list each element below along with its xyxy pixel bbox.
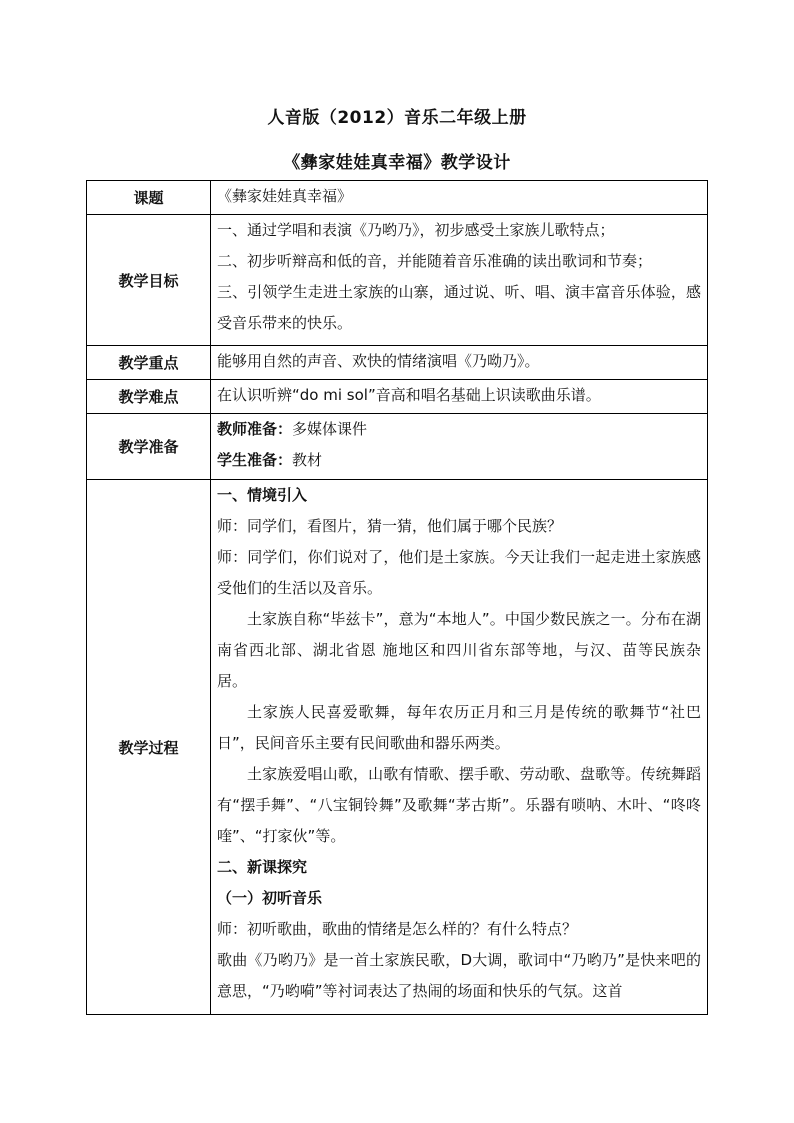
section-heading-new-lesson: 二、新课探究 bbox=[217, 858, 308, 876]
table-row-difficulty bbox=[87, 380, 708, 414]
paragraph: 师：同学们，看图片，猜一猜，他们属于哪个民族？ bbox=[217, 517, 563, 535]
process-cell bbox=[211, 480, 708, 1015]
table-row-topic bbox=[87, 181, 708, 215]
teacher-prep bbox=[217, 414, 701, 445]
goal-item-3: 三、引领学生走进土家族的山寨，通过说、听、唱、演丰富音乐体验，感受音乐带来的快乐。 bbox=[217, 283, 701, 332]
document-subtitle: 《彝家娃娃真幸福》教学设计 bbox=[283, 153, 511, 173]
process-label: 教学过程 bbox=[87, 480, 211, 1015]
preparation-cell bbox=[211, 414, 708, 480]
table-row-process bbox=[87, 480, 708, 1015]
paragraph: 师：同学们，你们说对了，他们是土家族。今天让我们一起走进土家族感受他们的生活以及音乐。 bbox=[217, 548, 701, 597]
topic-label: 课题 bbox=[87, 181, 211, 215]
document-title: 人音版（2012）音乐二年级上册 bbox=[267, 108, 527, 128]
paragraph: 土家族人民喜爱歌舞，每年农历正月和三月是传统的歌舞节“社巴日”，民间音乐主要有民间歌曲和器乐两类。 bbox=[217, 703, 701, 752]
topic-value: 《彝家娃娃真幸福》 bbox=[217, 187, 353, 205]
goal-item-2: 二、初步听辩高和低的音，并能随着音乐准确的读出歌词和节奏； bbox=[217, 252, 653, 270]
difficulty-label: 教学难点 bbox=[87, 380, 211, 414]
teacher-prep-label: 教师准备： bbox=[217, 420, 293, 438]
key-point-cell bbox=[211, 346, 708, 380]
difficulty-cell bbox=[211, 380, 708, 414]
teacher-prep-value: 多媒体课件 bbox=[292, 420, 368, 438]
section-heading-intro: 一、情境引入 bbox=[217, 486, 308, 504]
subsection-heading: （一）初听音乐 bbox=[217, 889, 323, 907]
paragraph: 土家族自称“毕兹卡”，意为“本地人”。中国少数民族之一。分布在湖南省西北部、湖北省恩 施地区和四川省东部等地，与汉、苗等民族杂居。 bbox=[217, 610, 701, 690]
paragraph: 土家族爱唱山歌，山歌有情歌、摆手歌、劳动歌、盘歌等。传统舞蹈有“摆手舞”、“八宝铜铃舞”及歌舞“茅古斯”。乐器有唢呐、木叶、“咚咚喹”、“打家伙”等。 bbox=[217, 765, 701, 845]
difficulty-value: 在认识听辨“do mi sol”音高和唱名基础上识读歌曲乐谱。 bbox=[217, 386, 601, 404]
goal-item-1: 一、通过学唱和表演《乃哟乃》，初步感受土家族儿歌特点； bbox=[217, 221, 615, 239]
goals-cell bbox=[211, 215, 708, 346]
paragraph: 师：初听歌曲，歌曲的情绪是怎么样的？有什么特点？ bbox=[217, 920, 578, 938]
paragraph: 歌曲《乃哟乃》是一首土家族民歌，D大调，歌词中“乃哟乃”是快来吧的意思，“乃哟嗬”等衬词表达了热闹的场面和快乐的气氛。这首 bbox=[217, 951, 701, 1000]
preparation-label: 教学准备 bbox=[87, 414, 211, 480]
student-prep-value: 教材 bbox=[292, 451, 323, 469]
lesson-plan-table bbox=[86, 180, 708, 1015]
table-row-key-point bbox=[87, 346, 708, 380]
topic-value-cell bbox=[211, 181, 708, 215]
table-row-goals bbox=[87, 215, 708, 346]
key-point-value: 能够用自然的声音、欢快的情绪演唱《乃呦乃》。 bbox=[217, 352, 540, 370]
key-point-label: 教学重点 bbox=[87, 346, 211, 380]
student-prep bbox=[217, 445, 701, 476]
table-row-preparation bbox=[87, 414, 708, 480]
student-prep-label: 学生准备： bbox=[217, 451, 293, 469]
goals-label: 教学目标 bbox=[87, 215, 211, 346]
